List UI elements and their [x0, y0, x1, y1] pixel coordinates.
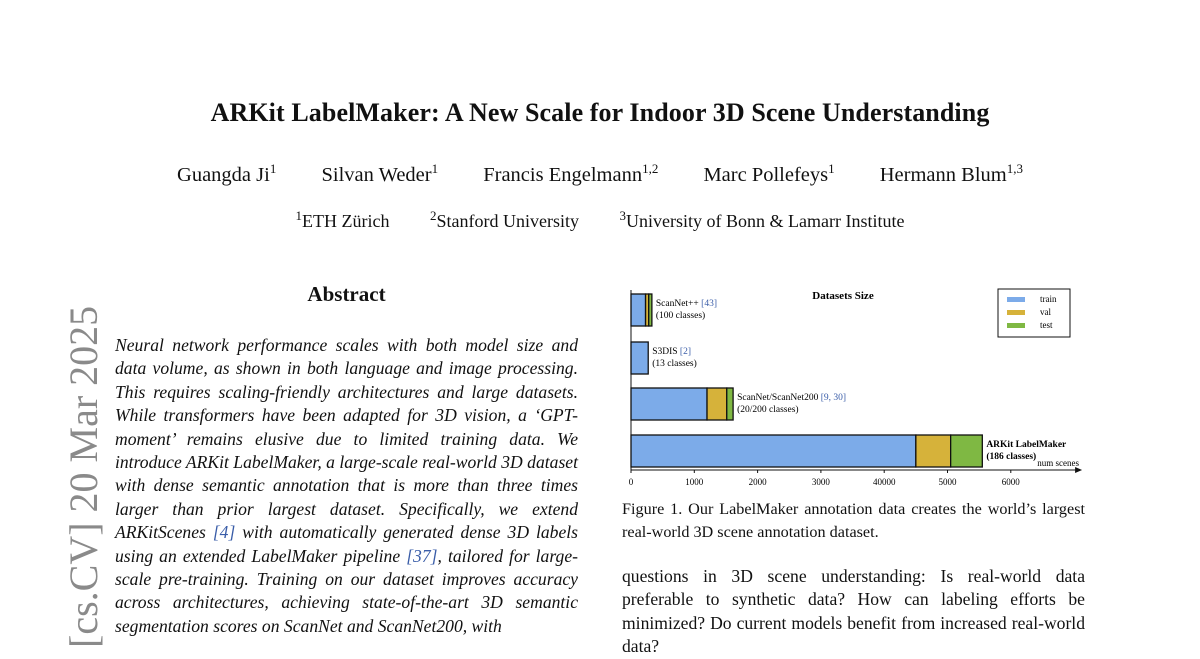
arxiv-identifier: [cs.CV] 20 Mar 2025 — [61, 305, 106, 648]
affiliation-list — [0, 208, 1200, 232]
legend-swatch-train — [1007, 297, 1025, 302]
abstract-heading: Abstract — [307, 282, 386, 306]
author: Marc Pollefeys$^1$ — [703, 161, 835, 186]
abstract-text: Neural network performance scales with both model size and data volume, as shown in both language and image processing. This requires scaling-friendly architectures and large datasets. While transformers have been adapted for 3D vision, a ‘GPT-moment’ remains elusive due to limited training data. We introduce ARKit LabelMaker, a large-scale real-world 3D dataset with dense semantic annotation that is more than three times larger than prior largest dataset. Specifically, we extend ARKitScenes [4] with automatically generated dense 3D labels using an extended LabelMaker pipeline [37], tailored for large-scale pre-training. Training on our dataset improves accuracy across architectures, achieving state-of-the-art 3D semantic segmentation scores on ScanNet and ScanNet200, with — [115, 335, 578, 636]
bar-class-label: (186 classes) — [986, 452, 1037, 462]
bar-label: ScanNet/ScanNet200 [9, 30] — [737, 393, 847, 403]
body-paragraph: questions in 3D scene understanding: Is real-world data preferable to synthetic data? How can labeling efforts be minimized? Do current models benefit from increased real-world data? — [622, 566, 1085, 657]
bar-train — [631, 294, 646, 326]
affiliation: $^1$ETH Zürich — [295, 208, 390, 231]
bar-label: ARKit LabelMaker — [986, 440, 1067, 450]
bar-test — [951, 435, 983, 467]
citation-link[interactable]: [9, 30] — [820, 393, 847, 403]
x-tick-label: 1000 — [685, 477, 704, 487]
figure-caption: Figure 1. Our LabelMaker annotation data creates the world’s largest real-world 3D scene annotation dataset. — [622, 500, 1085, 541]
legend-label: train — [1040, 294, 1057, 304]
x-tick-label: 40000 — [872, 477, 896, 487]
bar-train — [631, 342, 648, 374]
author-list — [0, 161, 1200, 187]
x-tick-label: 2000 — [748, 477, 767, 487]
chart-title: Datasets Size — [812, 290, 874, 302]
citation-link[interactable]: [2] — [679, 347, 692, 357]
author: Francis Engelmann$^{1,2}$ — [483, 161, 659, 186]
affiliation: $^2$Stanford University — [430, 208, 579, 231]
datasets-size-figure — [615, 284, 1085, 494]
bar-test — [649, 294, 652, 326]
x-axis-label: num scenes — [1037, 458, 1079, 468]
paper-title: ARKit LabelMaker: A New Scale for Indoor 3D Scene Understanding — [210, 98, 990, 127]
legend-label: test — [1040, 320, 1053, 330]
bar-class-label: (13 classes) — [652, 359, 697, 369]
bar-test — [727, 388, 733, 420]
bar-train — [631, 388, 707, 420]
x-tick-label: 0 — [628, 477, 634, 487]
bar-val — [707, 388, 727, 420]
legend-swatch-test — [1007, 323, 1025, 328]
x-tick-label: 5000 — [938, 477, 957, 487]
legend-label: val — [1040, 307, 1051, 317]
x-tick-label: 3000 — [811, 477, 830, 487]
citation-link[interactable]: [4] — [212, 522, 236, 543]
author: Silvan Weder$^1$ — [321, 161, 439, 186]
affiliation: $^3$University of Bonn & Lamarr Institute — [619, 208, 905, 231]
bar-class-label: (20/200 classes) — [737, 405, 799, 415]
legend-swatch-val — [1007, 310, 1025, 315]
author: Hermann Blum$^{1,3}$ — [879, 161, 1023, 186]
bar-label: ScanNet++ [43] — [655, 299, 717, 309]
bar-train — [631, 435, 916, 467]
bar-val — [916, 435, 951, 467]
author: Guangda Ji$^1$ — [177, 161, 277, 186]
citation-link[interactable]: [43] — [701, 299, 717, 309]
citation-link[interactable]: [37] — [406, 545, 438, 566]
bar-class-label: (100 classes) — [655, 311, 706, 321]
bar-label: S3DIS [2] — [652, 347, 692, 357]
x-tick-label: 6000 — [1001, 477, 1020, 487]
datasets-size-chart — [615, 284, 1085, 494]
